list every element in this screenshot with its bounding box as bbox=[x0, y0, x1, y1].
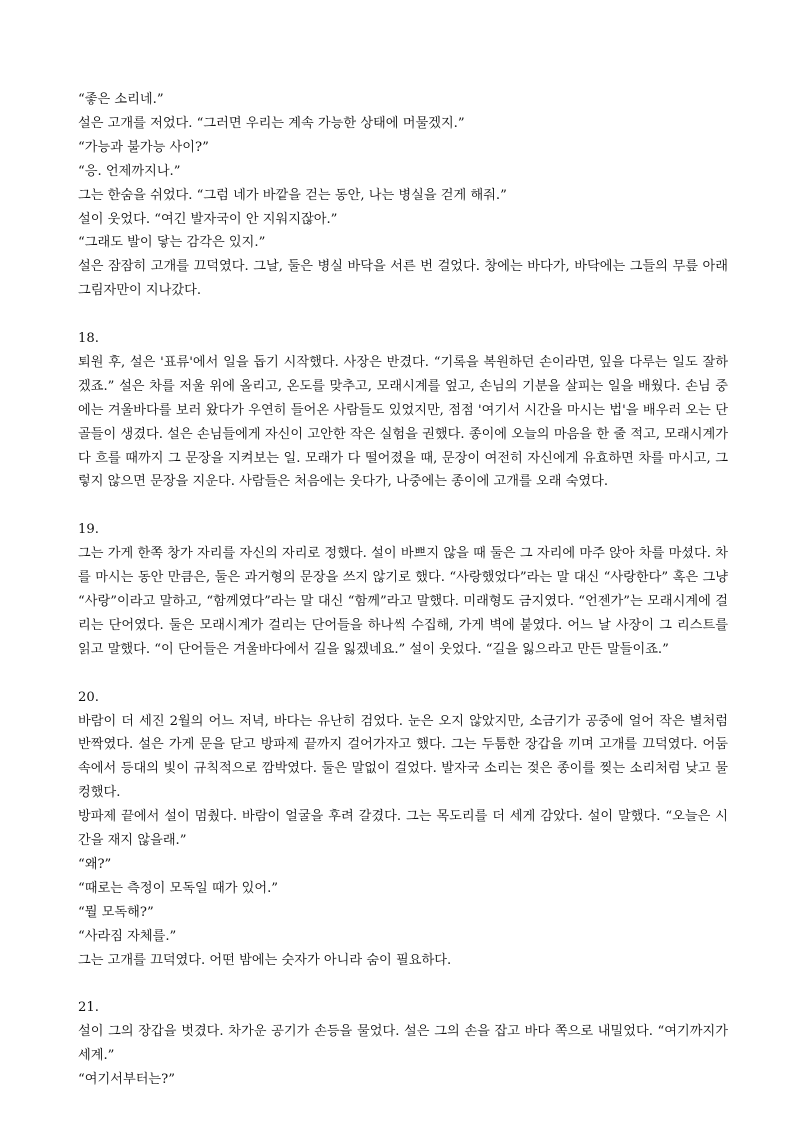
document-page bbox=[78, 88, 728, 1092]
paragraph-gap bbox=[78, 494, 728, 518]
paragraph: “응. 언제까지나.” bbox=[78, 163, 181, 179]
paragraph: 퇴원 후, 설은 '표류'에서 일을 돕기 시작했다. 사장은 반겼다. “기록을 복원하던 손이라면, 잎을 다루는 일도 잘하겠죠.” 설은 차를 저울 위에 올리고, 온도를 맞추고, 모래시계를 엎고, 손님의 기분을 살피는 일을 배웠다. 손님 중에는 겨울바다를 보러 왔다가 우연히 들어온 사람들도 있었지만, 점점 '여기서 시간을 마시는 법'을 배우러 오는 단골들이 생겼다. 설은 손님들에게 자신이 고안한 작은 실험을 권했다. 종이에 오늘의 마음을 한 줄 적고, 모래시계가 다 흐를 때까지 그 문장을 지켜보는 일. 모래가 다 떨어졌을 때, 문장이 여전히 자신에게 유효하면 차를 마시고, 그렇지 않으면 문장을 지운다. 사람들은 처음에는 웃다가, 나중에는 종이에 고개를 오래 숙였다. bbox=[78, 354, 728, 490]
paragraph: 그는 고개를 끄덕였다. 어떤 밤에는 숫자가 아니라 숨이 필요하다. bbox=[78, 952, 452, 968]
paragraph: 설은 고개를 저었다. “그러면 우리는 계속 가능한 상태에 머물겠지.” bbox=[78, 115, 465, 131]
paragraph: “왜?” bbox=[78, 856, 112, 872]
section-number: 18. bbox=[78, 331, 99, 347]
paragraph: 그는 가게 한쪽 창가 자리를 자신의 자리로 정했다. 설이 바쁘지 않을 때 둘은 그 자리에 마주 앉아 차를 마셨다. 차를 마시는 동안 만큼은, 둘은 과거형의 문장을 쓰지 않기로 했다. “사랑했었다”라는 말 대신 “사랑한다” 혹은 그냥 “사랑”이라고 말하고, “함께였다”라는 말 대신 “함께”라고 말했다. 미래형도 금지였다. “언젠가”는 모래시계에 걸리는 단어였다. 둘은 모래시계가 걸리는 단어들을 하나씩 수집해, 가게 벽에 붙였다. 어느 날 사장이 그 리스트를 읽고 말했다. “이 단어들은 겨울바다에서 길을 잃겠네요.” 설이 웃었다. “길을 잃으라고 만든 말들이죠.” bbox=[78, 546, 728, 657]
paragraph-gap bbox=[78, 303, 728, 327]
section-number: 19. bbox=[78, 522, 99, 538]
paragraph-gap bbox=[78, 972, 728, 996]
paragraph: “좋은 소리네.” bbox=[78, 92, 164, 107]
paragraph: 바람이 더 세진 2월의 어느 저녁, 바다는 유난히 검었다. 눈은 오지 않았지만, 소금기가 공중에 얼어 작은 별처럼 반짝였다. 설은 가게 문을 닫고 방파제 끝까지 걸어가자고 했다. 그는 두툼한 장갑을 끼며 고개를 끄덕였다. 어둠 속에서 등대의 빛이 규칙적으로 깜박였다. 둘은 말없이 걸었다. 발자국 소리는 젖은 종이를 찢는 소리처럼 낮고 물컹했다. bbox=[78, 713, 728, 801]
paragraph: 그는 한숨을 쉬었다. “그럼 네가 바깥을 걷는 동안, 나는 병실을 걷게 해줘.” bbox=[78, 187, 507, 203]
paragraph: “그래도 발이 닿는 감각은 있지.” bbox=[78, 235, 266, 251]
section-number: 20. bbox=[78, 689, 99, 705]
paragraph: 설이 웃었다. “여긴 발자국이 안 지워지잖아.” bbox=[78, 211, 338, 227]
paragraph: 방파제 끝에서 설이 멈췄다. 바람이 얼굴을 후려 갈겼다. 그는 목도리를 더 세게 감았다. 설이 말했다. “오늘은 시간을 재지 않을래.” bbox=[78, 809, 728, 849]
paragraph: 설이 그의 장갑을 벗겼다. 차가운 공기가 손등을 물었다. 설은 그의 손을 잡고 바다 쪽으로 내밀었다. “여기까지가 세계.” bbox=[78, 1024, 728, 1064]
paragraph: “뭘 모독해?” bbox=[78, 904, 154, 920]
paragraph: “여기서부터는?” bbox=[78, 1072, 175, 1088]
section-number: 21. bbox=[78, 1000, 99, 1016]
paragraph: “사라짐 자체를.” bbox=[78, 928, 177, 944]
paragraph: 설은 잠잠히 고개를 끄덕였다. 그날, 둘은 병실 바닥을 서른 번 걸었다. 창에는 바다가, 바닥에는 그들의 무릎 아래 그림자만이 지나갔다. bbox=[78, 259, 728, 299]
paragraph: “가능과 불가능 사이?” bbox=[78, 139, 209, 155]
paragraph: “때로는 측정이 모독일 때가 있어.” bbox=[78, 880, 279, 896]
paragraph-gap bbox=[78, 662, 728, 686]
